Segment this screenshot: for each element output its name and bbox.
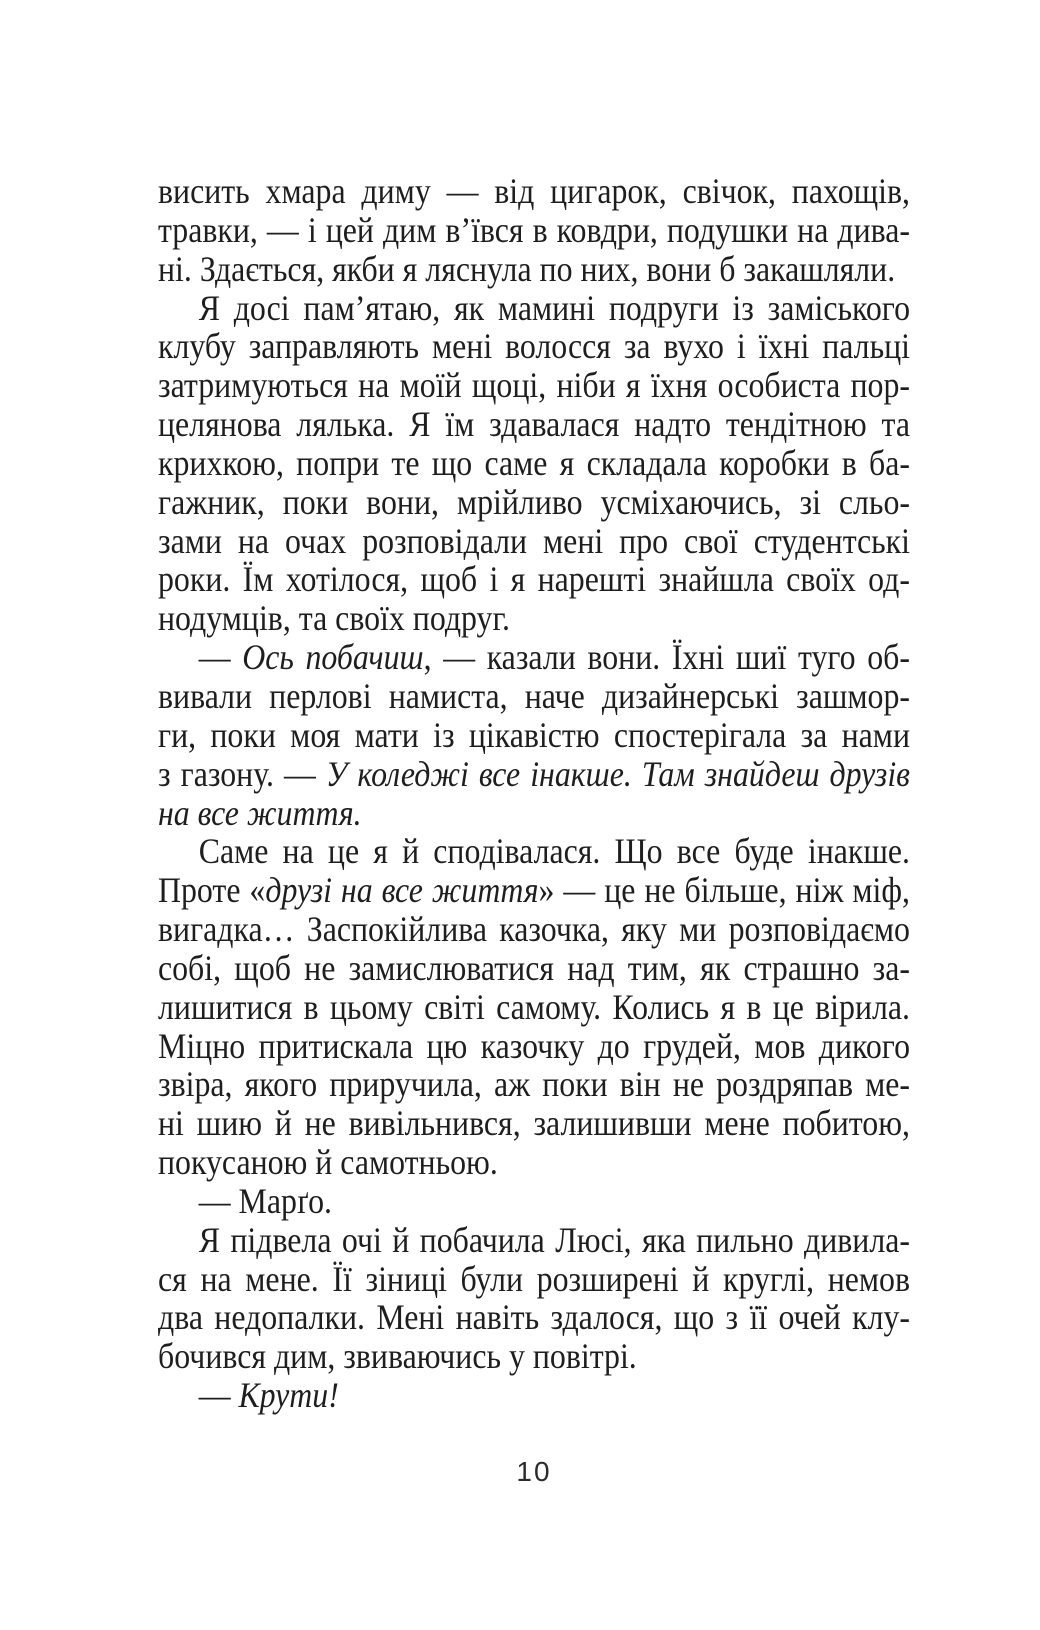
text-run: Ось побачиш: [242, 637, 424, 678]
text-line: [158, 832, 910, 871]
text-line: [158, 560, 910, 599]
text-line: [158, 289, 910, 328]
text-run: собі, щоб не замислюватися над тим, як страшно за-: [158, 947, 910, 988]
text-run: ні. Здається, якби я ляснула по них, вони б закашляли.: [158, 248, 896, 289]
text-line: [158, 211, 910, 250]
text-run: У коледжі все інакше. Там знайдеш друзів: [325, 753, 910, 794]
page-number: 10: [516, 1456, 552, 1487]
text-run: нодумців, та своїх подруг.: [158, 598, 510, 639]
text-run: » — це не більше, ніж міф,: [538, 870, 911, 911]
text-line: [158, 910, 910, 949]
text-run: ся на мене. Її зіниці були розширені й круглі, немов: [158, 1258, 910, 1299]
text-run: зами на очах розповідали мені про свої студентські: [158, 520, 910, 561]
text-run: Проте «: [158, 870, 266, 911]
text-run: Міцно притискала цю казочку до грудей, мов дикого: [158, 1025, 910, 1066]
text-run: Крути!: [238, 1375, 339, 1416]
text-run: Я досі пам’ятаю, як мамині подруги із заміського: [198, 287, 910, 328]
text-line: [158, 250, 910, 289]
text-run: покусаною й самотньою.: [158, 1142, 498, 1183]
text-line: [158, 638, 910, 677]
text-line: [158, 599, 910, 638]
text-line: [158, 794, 910, 833]
text-run: висить хмара диму — від цигарок, свічок, пахощів,: [158, 171, 910, 211]
text-run: травки, — і цей дим в’ївся в ковдри, подушки на дива-: [158, 209, 910, 250]
text-line: [158, 988, 910, 1027]
text-line: [158, 1376, 910, 1415]
text-line: [158, 1221, 910, 1260]
text-line: [158, 871, 910, 910]
text-line: [158, 1065, 910, 1104]
text-run: два недопалки. Мені навіть здалося, що з її очей клу-: [158, 1297, 910, 1338]
text-line: [158, 1027, 910, 1066]
text-run: Саме на це я й сподівалася. Що все буде інакше.: [198, 831, 910, 872]
text-run: на все життя.: [158, 792, 362, 833]
text-line: [158, 483, 910, 522]
text-line: [158, 1337, 910, 1376]
text-run: вивали перлові намиста, наче дизайнерські зашмор-: [158, 675, 910, 716]
text-line: [158, 522, 910, 561]
text-run: вигадка… Заспокійлива казочка, яку ми розповідаємо: [158, 909, 910, 950]
text-run: крихкою, попри те що саме я складала коробки в ба-: [158, 442, 910, 483]
text-run: роки. Їм хотілося, щоб і я нарешті знайшла своїх од-: [158, 559, 910, 600]
text-run: целянова лялька. Я їм здавалася надто тендітною та: [158, 404, 910, 445]
text-run: гажник, поки вони, мрійливо усміхаючись, зі сльо-: [158, 481, 910, 522]
text-run: лишитися в цьому світі самому. Колись я в це вірила.: [158, 986, 910, 1027]
text-line: [158, 949, 910, 988]
text-run: —: [198, 637, 243, 678]
text-run: з газону. —: [158, 753, 326, 794]
text-run: ги, поки моя мати із цікавістю спостерігала за нами: [158, 714, 910, 755]
text-run: друзі на все життя: [265, 870, 539, 911]
text-line: [158, 172, 910, 211]
text-line: [158, 1143, 910, 1182]
text-line: [158, 1182, 910, 1221]
text-run: Я підвела очі й побачила Люсі, яка пильно дивила-: [198, 1219, 910, 1260]
text-run: клубу заправляють мені волосся за вухо і їхні пальці: [158, 326, 910, 367]
text-run: ні шию й не вивільнився, залишивши мене побитою,: [158, 1103, 910, 1144]
text-line: [158, 444, 910, 483]
text-line: [158, 405, 910, 444]
text-line: [158, 366, 910, 405]
text-run: звіра, якого приручила, аж поки він не роздряпав ме-: [158, 1064, 910, 1105]
text-line: [158, 1298, 910, 1337]
text-line: [158, 327, 910, 366]
text-run: , — казали вони. Їхні шиї туго об-: [423, 637, 910, 678]
text-run: бочився дим, звиваючись у повітрі.: [158, 1336, 637, 1377]
page-text: [158, 172, 910, 1415]
text-run: затримуються на моїй щоці, ніби я їхня особиста пор-: [158, 365, 910, 406]
text-line: [158, 1104, 910, 1143]
text-line: [158, 755, 910, 794]
text-line: [158, 677, 910, 716]
text-line: [158, 716, 910, 755]
text-run: — Марґо.: [198, 1180, 332, 1221]
text-run: —: [198, 1375, 239, 1416]
text-line: [158, 1260, 910, 1299]
